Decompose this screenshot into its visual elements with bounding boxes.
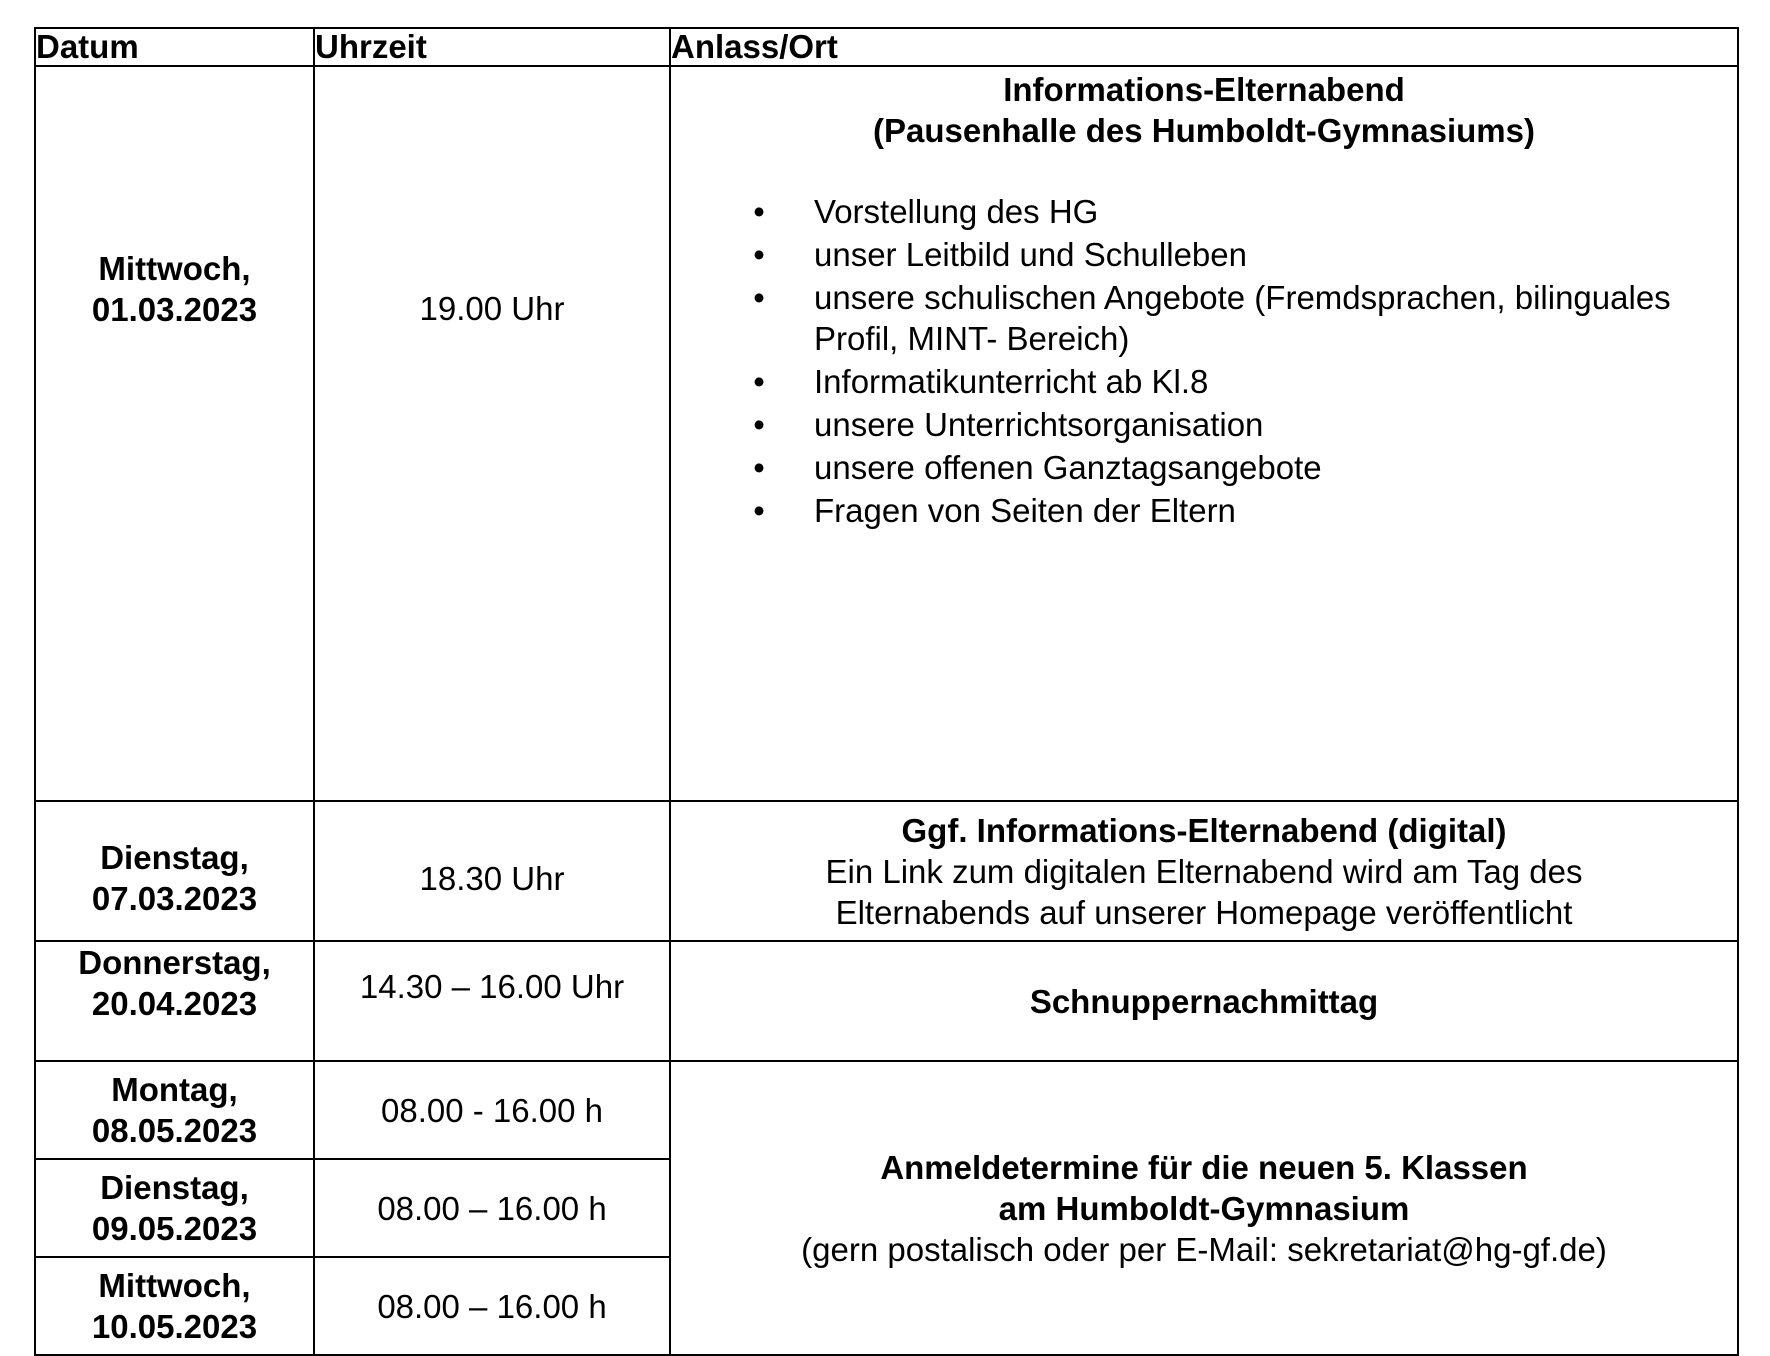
date-cell [35, 941, 314, 1061]
list-item-text: unser Leitbild und Schulleben [814, 236, 1247, 273]
date-cell [35, 1159, 314, 1257]
schedule-table [34, 27, 1739, 1356]
bullet-icon: • [753, 492, 765, 529]
table-row [35, 1061, 1738, 1159]
list-item [749, 490, 1737, 531]
list-item-text: Informatikunterricht ab Kl.8 [814, 363, 1209, 400]
topics-list [671, 191, 1737, 531]
time-cell: 19.00 Uhr [314, 66, 670, 801]
event-title: Informations-Elternabend [1003, 71, 1405, 108]
date-value: 10.05.2023 [91, 1308, 258, 1345]
list-item-text: Vorstellung des HG [814, 193, 1099, 230]
date-cell [35, 66, 314, 801]
date-cell [35, 1257, 314, 1355]
registration-contact: (gern postalisch oder per E-Mail: sekretariat@hg-gf.de) [801, 1230, 1607, 1268]
header-date: Datum [35, 28, 314, 66]
bullet-icon: • [753, 363, 765, 400]
bullet-icon: • [753, 279, 765, 316]
bullet-icon: • [753, 406, 765, 443]
time-cell: 08.00 – 16.00 h [314, 1257, 670, 1355]
event-cell [670, 66, 1738, 801]
day-name: Donnerstag, [78, 944, 271, 981]
list-item [749, 447, 1737, 488]
registration-cell [670, 1061, 1738, 1355]
list-item [749, 361, 1737, 402]
table-row [35, 801, 1738, 941]
list-item [749, 234, 1737, 275]
time-cell: 08.00 - 16.00 h [314, 1061, 670, 1159]
event-location: (Pausenhalle des Humboldt-Gymnasiums) [873, 112, 1535, 149]
bullet-icon: • [753, 193, 765, 230]
date-value: 08.05.2023 [91, 1112, 258, 1149]
header-time: Uhrzeit [314, 28, 670, 66]
list-item [749, 191, 1737, 232]
time-cell: 18.30 Uhr [314, 801, 670, 941]
date-cell [35, 1061, 314, 1159]
date-value: 07.03.2023 [91, 880, 258, 917]
day-name: Montag, [111, 1071, 238, 1108]
date-value: 01.03.2023 [91, 291, 258, 328]
day-name: Dienstag, [100, 1169, 249, 1206]
time-cell: 08.00 – 16.00 h [314, 1159, 670, 1257]
list-item-text: unsere Unterrichtsorganisation [814, 406, 1264, 443]
event-cell: Schnuppernachmittag [670, 941, 1738, 1061]
event-description-line: Elternabends auf unserer Homepage veröffentlicht [835, 893, 1573, 931]
list-item [749, 404, 1737, 445]
list-item-text: unsere schulischen Angebote (Fremdsprachen, bilinguales Profil, MINT- Bereich) [814, 279, 1671, 357]
table-row [35, 66, 1738, 801]
registration-title: Anmeldetermine für die neuen 5. Klassen [880, 1148, 1528, 1186]
header-event: Anlass/Ort [670, 28, 1738, 66]
time-cell: 14.30 – 16.00 Uhr [314, 941, 670, 1061]
event-description-line: Ein Link zum digitalen Elternabend wird am Tag des [825, 852, 1583, 890]
event-title: Ggf. Informations-Elternabend (digital) [901, 811, 1507, 849]
date-value: 09.05.2023 [91, 1210, 258, 1247]
header-row [35, 28, 1738, 66]
registration-location: am Humboldt-Gymnasium [998, 1189, 1410, 1227]
table-row [35, 941, 1738, 1061]
bullet-icon: • [753, 236, 765, 273]
day-name: Mittwoch, [98, 250, 251, 287]
date-cell [35, 801, 314, 941]
day-name: Mittwoch, [98, 1267, 251, 1304]
list-item-text: unsere offenen Ganztagsangebote [814, 449, 1322, 486]
list-item [749, 277, 1737, 359]
event-cell [670, 801, 1738, 941]
date-value: 20.04.2023 [91, 985, 258, 1022]
list-item-text: Fragen von Seiten der Eltern [814, 492, 1236, 529]
day-name: Dienstag, [100, 839, 249, 876]
bullet-icon: • [753, 449, 765, 486]
